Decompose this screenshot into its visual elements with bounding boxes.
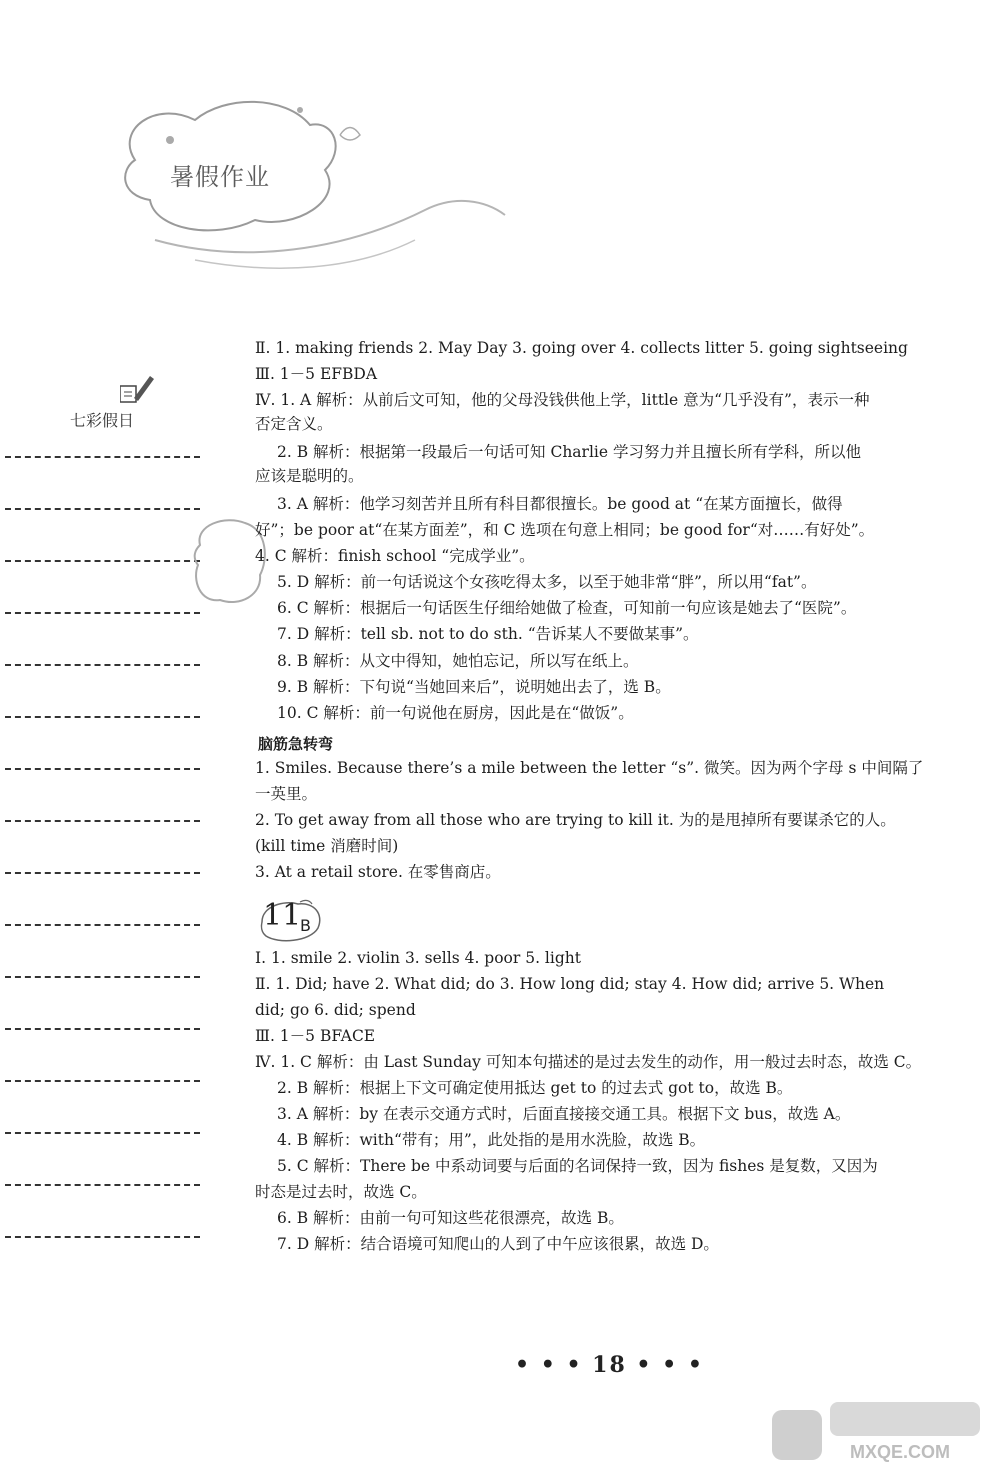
page-number: • • • 18 • • • [515,1352,704,1378]
answer-line: Ⅲ. 1－5 BFACE [255,1027,376,1045]
watermark-logo [770,1400,990,1465]
answer-line: Ⅳ. 1. A 解析：从前后文可知，他的父母没钱供他上学，little 意为“几乎没有”，表示一种 [255,391,870,409]
answer-line: 时态是过去时，故选 C。 [255,1183,427,1201]
answer-line: 4. B 解析：with“带有；用”，此处指的是用水洗脸，故选 B。 [277,1131,706,1149]
note-line [5,820,200,822]
note-line [5,560,200,562]
answer-line: 4. C 解析：finish school “完成学业”。 [255,547,535,565]
answer-line: 2. B 解析：根据第一段最后一句话可知 Charlie 学习努力并且擅长所有学科，所以他 [277,443,861,461]
answer-line: Ⅱ. 1. making friends 2. May Day 3. going over 4. collects litter 5. going sightseeing [255,339,908,357]
note-line [5,716,200,718]
pencil-icon [120,372,156,406]
answer-line: Ⅱ. 1. Did; have 2. What did; do 3. How long did; stay 4. How did; arrive 5. When [255,975,885,993]
answer-line: 2. To get away from all those who are trying to kill it. 为的是甩掉所有要谋杀它的人。 [255,811,896,829]
sidebar-label: 七彩假日 [70,411,135,430]
note-line [5,924,200,926]
answer-line: 7. D 解析：tell sb. not to do sth. “告诉某人不要做某事”。 [277,625,699,643]
note-line [5,456,200,458]
note-line [5,1184,200,1186]
unit-number: 11 [263,898,302,933]
note-line [5,872,200,874]
answer-line: 否定含义。 [255,415,333,433]
note-line [5,1132,200,1134]
answer-line: 好”；be poor at“在某方面差”，和 C 选项在句意上相同；be good for“对……有好处”。 [255,521,875,539]
header-title: 暑假作业 [170,163,270,191]
answer-line: 1. Smiles. Because there’s a mile between the letter “s”. 微笑。因为两个字母 s 中间隔了 [255,759,924,777]
answer-line: 2. B 解析：根据上下文可确定使用抵达 get to 的过去式 got to，故选 B。 [277,1079,793,1097]
watermark-text: MXQE.COM [850,1442,951,1462]
header-ornament [95,90,515,290]
answer-line: 6. B 解析：由前一句可知这些花很漂亮，故选 B。 [277,1209,624,1227]
note-line [5,508,200,510]
note-line [5,1080,200,1082]
note-line [5,664,200,666]
answer-line: 9. B 解析：下句说“当她回来后”，说明她出去了，选 B。 [277,678,671,696]
answer-line: 3. A 解析：他学习刻苦并且所有科目都很擅长。be good at “在某方面擅长，做得 [277,495,843,513]
answer-line: Ⅳ. 1. C 解析：由 Last Sunday 可知本句描述的是过去发生的动作，用一般过去时态，故选 C。 [255,1053,922,1071]
section-heading: 脑筋急转弯 [258,735,334,753]
unit-letter: B [300,916,311,935]
answer-line: did; go 6. did; spend [255,1001,416,1019]
note-line [5,976,200,978]
answer-line: Ⅲ. 1－5 EFBDA [255,365,378,383]
answer-line: 3. A 解析：by 在表示交通方式时，后面直接接交通工具。根据下文 bus，故选 A。 [277,1105,851,1123]
answer-line: Ⅰ. 1. smile 2. violin 3. sells 4. poor 5. light [255,949,581,967]
answer-line: 应该是聪明的。 [255,467,364,485]
answer-line: 6. C 解析：根据后一句话医生仔细给她做了检查，可知前一句应该是她去了“医院”。 [277,599,857,617]
note-line [5,1236,200,1238]
answer-line: 一英里。 [255,785,318,803]
answer-line: 5. D 解析：前一句话说这个女孩吃得太多，以至于她非常“胖”，所以用“fat”。 [277,573,817,591]
answer-line: 7. D 解析：结合语境可知爬山的人到了中午应该很累，故选 D。 [277,1235,719,1253]
note-line [5,1028,200,1030]
answer-line: 8. B 解析：从文中得知，她怕忘记，所以写在纸上。 [277,652,639,670]
answer-line: (kill time 消磨时间) [255,837,399,855]
note-line [5,612,200,614]
answer-line: 3. At a retail store. 在零售商店。 [255,863,501,881]
note-line [5,768,200,770]
answer-line: 10. C 解析：前一句说他在厨房，因此是在“做饭”。 [277,704,634,722]
answer-line: 5. C 解析：There be 中系动词要与后面的名词保持一致，因为 fishes 是复数，又因为 [277,1157,878,1175]
